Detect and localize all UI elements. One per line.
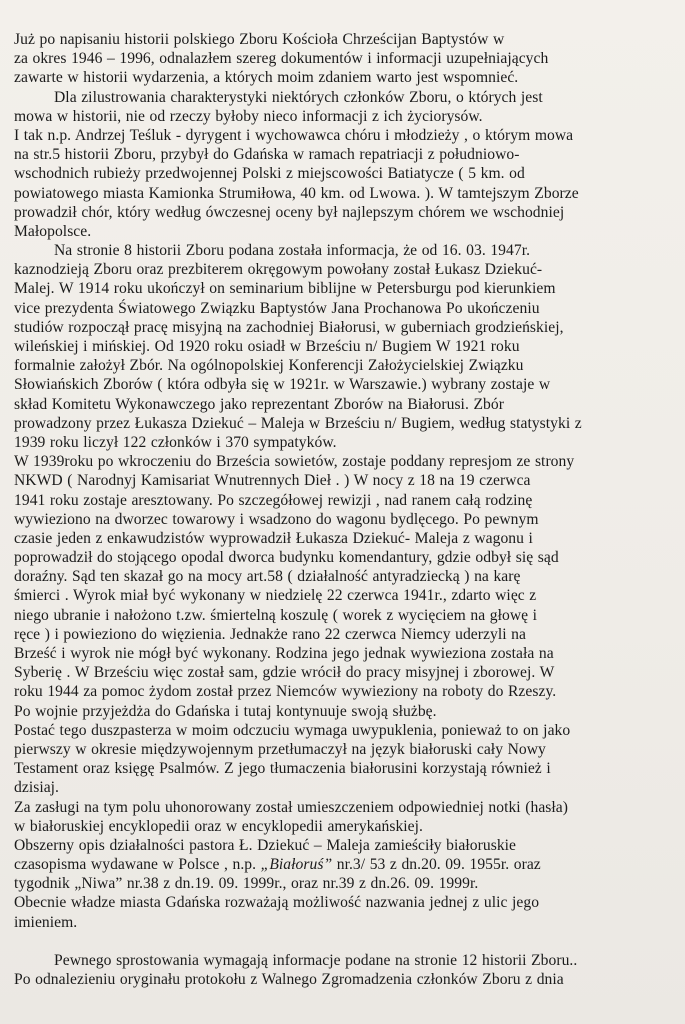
document-text bbox=[14, 30, 678, 989]
text-line: Obszerny opis działalności pastora Ł. Dziekuć – Maleja zamieściły białoruskie bbox=[14, 836, 517, 854]
text-line: niego ubranie i nałożono t.zw. śmiertelną koszulę ( worek z wycięciem na głowę i bbox=[14, 606, 538, 624]
text-line: kaznodzieją Zboru oraz prezbiterem okręgowym powołany został Łukasz Dziekuć- bbox=[14, 261, 543, 279]
text-line: I tak n.p. Andrzej Teśluk - dyrygent i wychowawca chóru i młodzieży , o którym mowa bbox=[14, 126, 574, 144]
text-line: Malej. W 1914 roku ukończył on seminarium biblijne w Petersburgu pod kierunkiem bbox=[14, 280, 556, 298]
text-line: Małopolsce. bbox=[14, 222, 92, 240]
text-line: Po odnalezieniu oryginału protokołu z Walnego Zgromadzenia członków Zboru z dnia bbox=[14, 971, 564, 989]
text-line: w białoruskiej encyklopedii oraz w encyklopedii amerykańskiej. bbox=[14, 817, 423, 835]
press-title-bialorus: „Białoruś” bbox=[260, 856, 333, 874]
text-line: studiów rozpoczął pracę misyjną na zachodniej Białorusi, w guberniach grodzieńskiej, bbox=[14, 318, 564, 336]
text-line: wileńskiej i mińskiej. Od 1920 roku osiadł w Brześciu n/ Bugiem W 1921 roku bbox=[14, 338, 520, 355]
text-line: NKWD ( Narodnyj Kamisariat Wnutrennych Dieł . ) W nocy z 18 na 19 czerwca bbox=[14, 472, 531, 490]
text-line: powiatowego miasta Kamionka Strumiłowa, 40 km. od Lwowa. ). W tamtejszym Zborze bbox=[14, 184, 579, 202]
text-line: Na stronie 8 historii Zboru podana została informacja, że od 16. 03. 1947r. bbox=[54, 242, 531, 260]
text-line: doraźny. Sąd ten skazał go na mocy art.58 ( działalność antyradziecką ) na karę bbox=[14, 568, 521, 586]
text-line: za okres 1946 – 1996, odnalazłem szereg dokumentów i informacji uzupełniających bbox=[14, 50, 549, 68]
text-line: poprowadził do stojącego opodal dworca budynku komendantury, gdzie odbył się sąd bbox=[14, 549, 559, 567]
text-line: roku 1944 za pomoc żydom został przez Niemców wywieziony na roboty do Rzeszy. bbox=[14, 683, 557, 701]
text-line: prowadzony przez Łukasza Dziekuć – Maleja w Brześciu n/ Bugiem, według statystyki z bbox=[14, 414, 582, 432]
text-line: formalnie założył Zbór. Na ogólnopolskiej Konferencji Założycielskiej Związku bbox=[14, 357, 524, 375]
paragraph-gap bbox=[14, 932, 678, 951]
text-line: vice prezydenta Światowego Związku Baptystów Jana Prochanowa Po ukończeniu bbox=[14, 299, 540, 317]
text-line: W 1939roku po wkroczeniu do Brześcia sowietów, zostaje poddany represjom ze strony bbox=[14, 453, 575, 471]
text-line: 1941 roku zostaje aresztowany. Po szczegółowej rewizji , nad ranem całą rodzinę bbox=[14, 491, 533, 509]
text-line: skład Komitetu Wykonawczego jako reprezentant Zborów na Białorusi. Zbór bbox=[14, 395, 504, 413]
text-line: czasie jeden z enkawudzistów wyprowadził Łukasza Dziekuć- Maleja z wagonu i bbox=[14, 529, 533, 547]
text-line: tygodnik „Niwa” nr.38 z dn.19. 09. 1999r., oraz nr.39 z dn.26. 09. 1999r. bbox=[14, 875, 479, 893]
text-line: 1939 roku liczył 122 członków i 370 sympatyków. bbox=[14, 433, 337, 451]
text-line: zawarte w historii wydarzenia, a których moim zdaniem warto jest wspomnieć. bbox=[14, 69, 519, 87]
text-line: Pewnego sprostowania wymagają informacje podane na stronie 12 historii Zboru.. bbox=[54, 952, 578, 969]
text-line: imieniem. bbox=[14, 913, 78, 931]
text-line: mowa w historii, nie od rzeczy byłoby nieco informacji z ich życiorysów. bbox=[14, 107, 483, 125]
text-line: wschodnich rubieży przedwojennej Polski z miejscowości Batiatycze ( 5 km. od bbox=[14, 165, 525, 183]
text-line: Postać tego duszpasterza w moim odczuciu wymaga uwypuklenia, ponieważ to on jako bbox=[14, 721, 571, 739]
press-line-after: nr.3/ 53 z dn.20. 09. 1955r. oraz bbox=[332, 856, 541, 874]
press-line-before: czasopisma wydawane w Polsce , n.p. bbox=[14, 856, 261, 874]
text-line: Słowiańskich Zborów ( która odbyła się w 1921r. w Warszawie.) wybrany zostaje w bbox=[14, 376, 551, 394]
text-line: Już po napisaniu historii polskiego Zboru Kościoła Chrześcijan Baptystów w bbox=[14, 31, 505, 48]
text-line: dzisiaj. bbox=[14, 779, 60, 797]
text-line: pierwszy w okresie międzywojennym przetłumaczył na język białoruski cały Nowy bbox=[14, 740, 546, 758]
text-line: Po wojnie przyjeżdża do Gdańska i tutaj kontynuuje swoją służbę. bbox=[14, 702, 437, 720]
text-line: Dla zilustrowania charakterystyki niektórych członków Zboru, o których jest bbox=[54, 88, 543, 106]
text-line: Obecnie władze miasta Gdańska rozważają możliwość nazwania jednej z ulic jego bbox=[14, 894, 540, 912]
text-line: wywieziono na dworzec towarowy i wsadzono do wagonu bydlęcego. Po pewnym bbox=[14, 510, 539, 528]
text-line: Testament oraz księgę Psalmów. Z jego tłumaczenia białorusini korzystają również i bbox=[14, 760, 551, 778]
text-line: prowadził chór, który według ówczesnej oceny był najlepszym chórem we wschodniej bbox=[14, 203, 565, 221]
text-line-press bbox=[14, 855, 678, 874]
text-line: Za zasługi na tym polu uhonorowany został umieszczeniem odpowiedniej notki (hasła) bbox=[14, 798, 568, 816]
text-line: śmierci . Wyrok miał być wykonany w niedzielę 22 czerwca 1941r., zdarto więc z bbox=[14, 587, 537, 605]
text-line: Syberię . W Brześciu więc został sam, gdzie wrócił do pracy misyjnej i zborowej. W bbox=[14, 664, 555, 682]
text-line: Brześć i wyrok nie mógł być wykonany. Rodzina jego jednak wywieziona została na bbox=[14, 645, 554, 662]
text-line: na str.5 historii Zboru, przybył do Gdańska w ramach repatriacji z południowo- bbox=[14, 146, 520, 164]
text-line: ręce ) i powieziono do więzienia. Jednakże rano 22 czerwca Niemcy uderzyli na bbox=[14, 625, 526, 643]
